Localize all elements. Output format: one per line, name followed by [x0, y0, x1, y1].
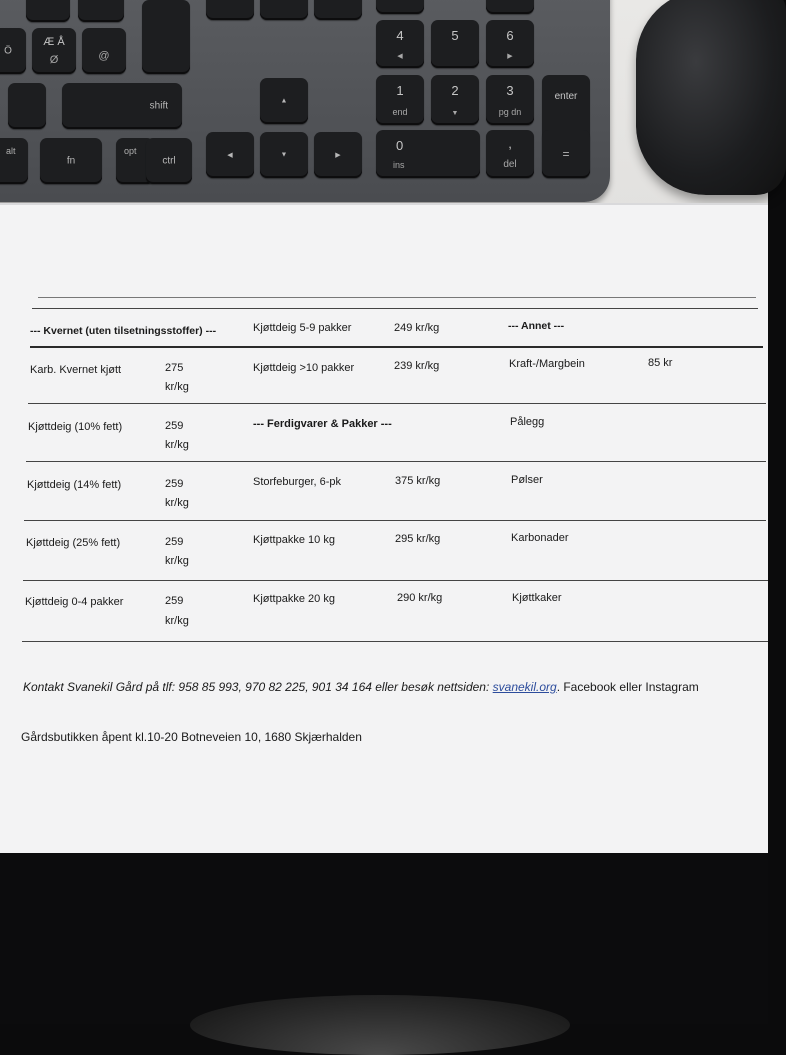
key-label: ▼	[280, 151, 288, 159]
table-rule	[32, 308, 758, 309]
key-sublabel: Ø	[49, 54, 59, 66]
key-ctrl	[146, 138, 192, 184]
shop-hours: Gårdsbutikken åpent kl.10-20 Botneveien 10, 1680 Skjærhalden	[21, 730, 362, 744]
key-arrow-down	[260, 132, 308, 178]
key-ae	[32, 28, 76, 74]
key-label: shift	[149, 100, 168, 112]
product-price: 275	[165, 362, 184, 374]
key-blank-top	[260, 0, 308, 20]
contact-line	[23, 680, 699, 694]
section-heading-annet: --- Annet ---	[508, 320, 565, 332]
key-del	[486, 130, 534, 178]
key-label: 2	[451, 83, 459, 98]
key-blank-top	[314, 0, 362, 20]
product-price: 375 kr/kg	[395, 475, 441, 487]
key-shift	[62, 83, 182, 129]
key-label: Ö	[4, 45, 12, 57]
key-num-3	[486, 75, 534, 125]
key-label: =	[562, 147, 570, 161]
key-sublabel: del	[503, 159, 517, 170]
product-name: Kjøttdeig 0-4 pakker	[25, 596, 124, 608]
price-unit: kr/kg	[165, 555, 189, 567]
key-num-0	[376, 130, 480, 178]
key-num-5	[431, 20, 479, 68]
key-label: 6	[506, 28, 514, 43]
contact-social: . Facebook eller Instagram	[556, 680, 699, 694]
product-name: Pølser	[511, 474, 543, 486]
table-rule	[22, 641, 768, 642]
key-sublabel: ins	[393, 160, 405, 170]
product-price: 290 kr/kg	[397, 592, 443, 604]
computer-mouse	[636, 0, 786, 195]
product-name: Kraft-/Margbein	[509, 358, 585, 370]
key-a	[26, 0, 70, 22]
table-rule	[30, 346, 763, 348]
website-link[interactable]: svanekil.org	[492, 680, 557, 694]
keyboard	[0, 0, 610, 202]
monitor-stand	[190, 995, 570, 1055]
price-unit: kr/kg	[165, 381, 189, 393]
product-name: Kjøttpakke 10 kg	[253, 534, 335, 546]
key-sublabel: pg dn	[498, 107, 522, 117]
key-arrow-right	[314, 132, 362, 178]
key-blank-top	[486, 0, 534, 14]
key-num-1	[376, 75, 424, 125]
price-unit: kr/kg	[165, 615, 189, 627]
table-rule	[23, 580, 768, 581]
key-label: @	[98, 50, 110, 62]
key-minus	[8, 83, 46, 129]
contact-text: Kontakt Svanekil Gård på tlf: 958 85 993, 970 82 225, 901 34 164 eller besøk nettsiden:	[23, 680, 493, 694]
key-label: 5	[451, 28, 459, 43]
product-name: Kjøttdeig >10 pakker	[253, 362, 355, 374]
product-name: Karb. Kvernet kjøtt	[30, 364, 122, 376]
product-price: 259	[165, 595, 184, 607]
product-name: Kjøttdeig (10% fett)	[28, 421, 123, 433]
key-label: 1	[396, 83, 404, 98]
key-label	[26, 0, 70, 1]
key-label: 4	[396, 28, 404, 43]
key-label: ctrl	[162, 155, 176, 167]
product-price: 249 kr/kg	[394, 322, 440, 334]
product-price: 295 kr/kg	[395, 533, 441, 545]
key-num-6	[486, 20, 534, 68]
product-name: Kjøttdeig (25% fett)	[26, 537, 121, 549]
section-heading-ferdigvarer: --- Ferdigvarer & Pakker ---	[253, 418, 392, 430]
key-label: 0	[396, 138, 404, 153]
key-blank-top	[206, 0, 254, 20]
section-heading-kvernet: --- Kvernet (uten tilsetningsstoffer) ---	[30, 325, 217, 337]
key-label: ◀	[227, 152, 233, 159]
key-label: ▶	[335, 152, 341, 159]
key-at	[82, 28, 126, 74]
key-sublabel: end	[392, 107, 408, 117]
price-list-paper	[0, 205, 768, 853]
key-alt	[0, 138, 28, 184]
key-num-4	[376, 20, 424, 68]
product-name: Kjøttdeig 5-9 pakker	[253, 322, 352, 334]
key-sublabel: ▶	[507, 53, 513, 60]
key-blank-top	[376, 0, 424, 14]
product-name: Pålegg	[510, 416, 545, 428]
table-rule	[28, 403, 766, 404]
key-label: ,	[508, 136, 512, 151]
price-unit: kr/kg	[165, 497, 189, 509]
key-arrow-up	[260, 78, 308, 124]
product-name: Kjøttdeig (14% fett)	[27, 479, 122, 491]
key-label: opt	[124, 146, 137, 156]
product-name: Kjøttpakke 20 kg	[253, 593, 335, 605]
key-sublabel: ◀	[397, 53, 403, 60]
table-rule	[24, 520, 766, 521]
key-num-2	[431, 75, 479, 125]
table-rule	[26, 461, 766, 462]
key-label: fn	[66, 155, 76, 167]
key-label: Æ Å	[43, 36, 65, 48]
key-label: ▲	[280, 97, 288, 105]
product-price: 85 kr	[648, 357, 673, 369]
key-equals	[542, 130, 590, 178]
key-label: enter	[554, 91, 578, 102]
table-rule	[38, 297, 756, 298]
key-label: alt	[6, 146, 16, 156]
price-unit: kr/kg	[165, 439, 189, 451]
product-price: 259	[165, 536, 184, 548]
product-name: Karbonader	[511, 532, 569, 544]
desk-surface	[0, 0, 768, 210]
product-name: Storfeburger, 6-pk	[253, 476, 342, 488]
key-sublabel: ▼	[451, 110, 459, 117]
product-price: 239 kr/kg	[394, 360, 440, 372]
key-label: 3	[506, 83, 514, 98]
product-name: Kjøttkaker	[512, 592, 562, 604]
key-o-umlaut	[0, 28, 26, 74]
key-blank-top	[78, 0, 124, 22]
product-price: 259	[165, 420, 184, 432]
product-price: 259	[165, 478, 184, 490]
key-fn	[40, 138, 102, 184]
key-arrow-left	[206, 132, 254, 178]
key-enter-large	[142, 0, 190, 74]
